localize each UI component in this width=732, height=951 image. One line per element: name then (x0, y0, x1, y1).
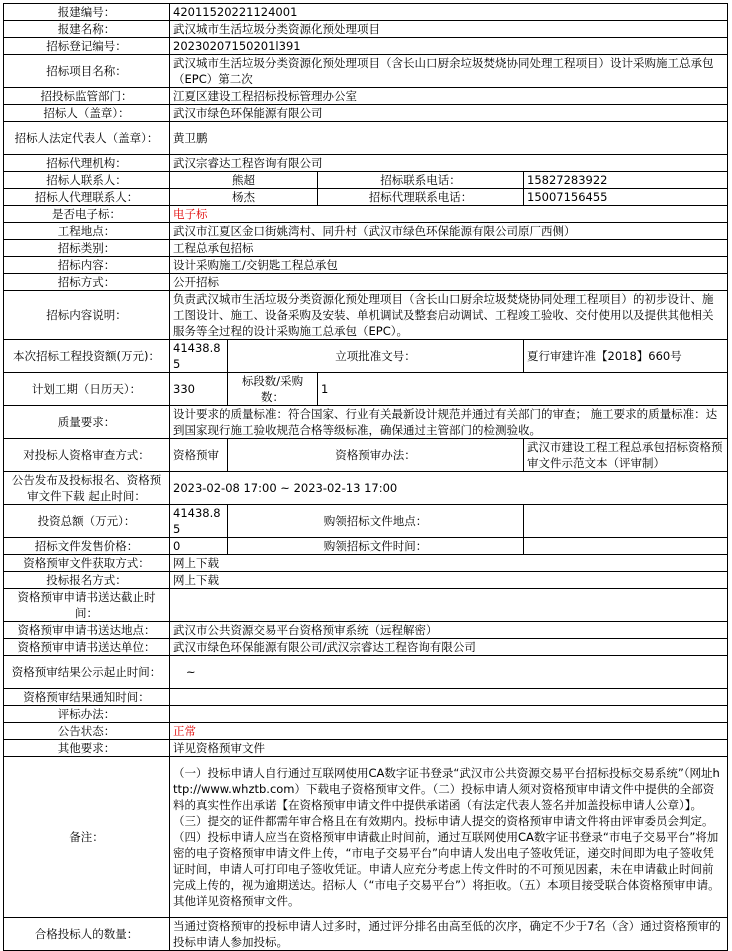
contact-phone-label: 招标联系电话： (318, 172, 524, 189)
qualification-value: 资格预审 (170, 439, 228, 472)
content-value: 设计采购施工/交钥匙工程总承包 (170, 257, 728, 274)
deadline-label: 资格预审申请书送达截止时间： (4, 589, 170, 622)
agent-contact-value: 杨杰 (170, 189, 318, 206)
eval-method-value (170, 706, 728, 723)
row-submit-place (4, 622, 728, 639)
bid-no-label: 报建编号： (4, 4, 170, 21)
reg-no-label: 招标登记编号： (4, 38, 170, 55)
row-doc-price (4, 538, 728, 555)
row-reg-no (4, 38, 728, 55)
location-value: 武汉市江夏区金口街姚湾村、同升村（武汉市绿色环保能源有限公司原厂西侧） (170, 223, 728, 240)
total-invest-value: 41438.85 (170, 505, 228, 538)
agency-value: 武汉宗睿达工程咨询有限公司 (170, 155, 728, 172)
other-value: 详见资格预审文件 (170, 740, 728, 757)
result-period-label: 资格预审结果公示起止时间： (4, 656, 170, 689)
total-invest-label: 投资总额（万元）： (4, 505, 170, 538)
tender-name-value: 武汉城市生活垃圾分类资源化预处理项目（含长山口厨余垃圾焚烧协同处理工程项目）设计采购施工总承包（EPC）第二次 (170, 55, 728, 88)
row-status (4, 723, 728, 740)
row-tender-name (4, 55, 728, 88)
legal-rep-label: 招标人法定代表人（盖章）： (4, 122, 170, 155)
eval-method-label: 评标办法： (4, 706, 170, 723)
supervisor-label: 招投标监管部门： (4, 88, 170, 105)
project-name-value: 武汉城市生活垃圾分类资源化预处理项目 (170, 21, 728, 38)
method-value: 公开招标 (170, 274, 728, 291)
method-label: 招标方式： (4, 274, 170, 291)
status-label: 公告状态： (4, 723, 170, 740)
row-duration (4, 373, 728, 406)
doc-time-value (524, 538, 728, 555)
submit-unit-value: 武汉市绿色环保能源有限公司/武汉宗睿达工程咨询有限公司 (170, 639, 728, 656)
signup-method-label: 投标报名方式： (4, 572, 170, 589)
reg-no-value: 20230207150201l391 (170, 38, 728, 55)
tender-name-label: 招标项目名称： (4, 55, 170, 88)
supervisor-value: 江夏区建设工程招标投标管理办公室 (170, 88, 728, 105)
doc-place-label: 购领招标文件地点： (228, 505, 524, 538)
row-agency (4, 155, 728, 172)
duration-label: 计划工期（日历天）： (4, 373, 170, 406)
prequal-rule-label: 资格预审办法： (228, 439, 524, 472)
category-label: 招标类别： (4, 240, 170, 257)
row-deadline (4, 589, 728, 622)
row-submit-unit (4, 639, 728, 656)
agent-phone-value: 15007156455 (524, 189, 728, 206)
investment-value: 41438.85 (170, 340, 228, 373)
row-e-bid (4, 206, 728, 223)
duration-value: 330 (170, 373, 228, 406)
row-result-period (4, 656, 728, 689)
prequal-method-label: 资格预审文件获取方式： (4, 555, 170, 572)
row-investment (4, 340, 728, 373)
doc-price-value: 0 (170, 538, 228, 555)
other-label: 其他要求： (4, 740, 170, 757)
approval-no-label: 立项批准文号： (228, 340, 524, 373)
status-badge: 正常 (170, 723, 728, 740)
location-label: 工程地点： (4, 223, 170, 240)
row-tenderer (4, 105, 728, 122)
row-notify-time (4, 689, 728, 706)
row-signup-method (4, 572, 728, 589)
deadline-value (170, 589, 728, 622)
result-period-value: ~ (170, 656, 728, 689)
row-total-invest (4, 505, 728, 538)
description-value: 负责武汉城市生活垃圾分类资源化预处理项目（含长山口厨余垃圾焚烧协同处理工程项目）的初步设计、施工图设计、施工、设备采购及安装、单机调试及整套启动调试、工程竣工验收、交付使用以及提供其他相关服务等全过程的设计采购施工总承包（EPC）。 (170, 291, 728, 340)
publish-time-value: 2023-02-08 17:00 ~ 2023-02-13 17:00 (170, 472, 728, 505)
prequal-method-value: 网上下载 (170, 555, 728, 572)
notify-time-label: 资格预审结果通知时间： (4, 689, 170, 706)
remarks-label: 备注： (4, 757, 170, 918)
tender-info-table (3, 3, 728, 951)
submit-place-value: 武汉市公共资源交易平台资格预审系统（远程解密） (170, 622, 728, 639)
row-publish-time (4, 472, 728, 505)
row-supervisor (4, 88, 728, 105)
row-category (4, 240, 728, 257)
prequal-rule-value: 武汉市建设工程工程总承包招标资格预审文件示范文本（评审制） (524, 439, 728, 472)
contact-value: 熊超 (170, 172, 318, 189)
row-contact (4, 172, 728, 189)
row-prequal-method (4, 555, 728, 572)
qualification-label: 对投标人资格审查方式： (4, 439, 170, 472)
row-eval-method (4, 706, 728, 723)
doc-time-label: 购领招标文件时间： (228, 538, 524, 555)
approval-no-value: 夏行审建许准【2018】660号 (524, 340, 728, 373)
quality-value: 设计要求的质量标准：符合国家、行业有关最新设计规范并通过有关部门的审查； 施工要求的质量标准：达到国家现行施工验收规范合格等级标准，确保通过主管部门的检测验收。 (170, 406, 728, 439)
submit-unit-label: 资格预审申请书送达单位： (4, 639, 170, 656)
submit-place-label: 资格预审申请书送达地点： (4, 622, 170, 639)
row-remarks (4, 757, 728, 918)
investment-label: 本次招标工程投资额(万元)： (4, 340, 170, 373)
agent-contact-label: 招标人代理联系人： (4, 189, 170, 206)
row-legal-rep (4, 122, 728, 155)
bid-no-value: 42011520221124001 (170, 4, 728, 21)
content-label: 招标内容： (4, 257, 170, 274)
agent-phone-label: 招标代理联系电话： (318, 189, 524, 206)
row-location (4, 223, 728, 240)
e-bid-value: 电子标 (170, 206, 728, 223)
agency-label: 招标代理机构： (4, 155, 170, 172)
project-name-label: 报建名称： (4, 21, 170, 38)
row-qualification (4, 439, 728, 472)
row-agent-contact (4, 189, 728, 206)
tenderer-label: 招标人（盖章）： (4, 105, 170, 122)
contact-label: 招标人联系人： (4, 172, 170, 189)
section-count-label: 标段数/采购数： (228, 373, 318, 406)
tenderer-value: 武汉市绿色环保能源有限公司 (170, 105, 728, 122)
remarks-value: （一）投标申请人自行通过互联网使用CA数字证书登录“武汉市公共资源交易平台招标投标交易系统”（网址http://www.whztb.com）下载电子资格预审文件。（二）投标申请人须对资格预审申请文件中提供的全部资料的真实性作出承诺【在资格预审申请文件中提供承诺函（有法定代表人签名并加盖投标申请人公章）】。（三）提交的证件都需年审合格且在有效期内。投标申请人提交的资格预审申请文件将由评审委员会判定。（四）投标申请人应当在资格预审申请截止时间前，通过互联网使用CA数字证书登录“市电子交易平台”将加密的电子资格预审申请文件上传，“市电子交易平台”向申请人发出电子签收凭证，递交时间即为电子签收凭证时间，申请人可打印电子签收凭证。申请人应充分考虑上传文件时的不可预见因素，未在申请截止时间前完成上传的，视为逾期送达。招标人（“市电子交易平台”）将拒收。（五）本项目接受联合体资格预审申请。其他详见资格预审文件。 (170, 757, 728, 918)
doc-price-label: 招标文件发售价格： (4, 538, 170, 555)
quality-label: 质量要求： (4, 406, 170, 439)
doc-place-value (524, 505, 728, 538)
row-description (4, 291, 728, 340)
notify-time-value (170, 689, 728, 706)
contact-phone-value: 15827283922 (524, 172, 728, 189)
row-method (4, 274, 728, 291)
row-bid-no (4, 4, 728, 21)
e-bid-label: 是否电子标： (4, 206, 170, 223)
row-qualified-count (4, 918, 728, 951)
legal-rep-value: 黄卫鹏 (170, 122, 728, 155)
section-count-value: 1 (318, 373, 728, 406)
row-quality (4, 406, 728, 439)
category-value: 工程总承包招标 (170, 240, 728, 257)
publish-time-label: 公告发布及投标报名、资格预审文件下载 起止时间： (4, 472, 170, 505)
description-label: 招标内容说明： (4, 291, 170, 340)
qualified-count-label: 合格投标人的数量： (4, 918, 170, 951)
signup-method-value: 网上下载 (170, 572, 728, 589)
row-content (4, 257, 728, 274)
qualified-count-value: 当通过资格预审的投标申请人过多时，通过评分排名由高至低的次序，确定不少于7名（含）通过资格预审的投标申请人参加投标。 (170, 918, 728, 951)
row-other (4, 740, 728, 757)
row-project-name (4, 21, 728, 38)
